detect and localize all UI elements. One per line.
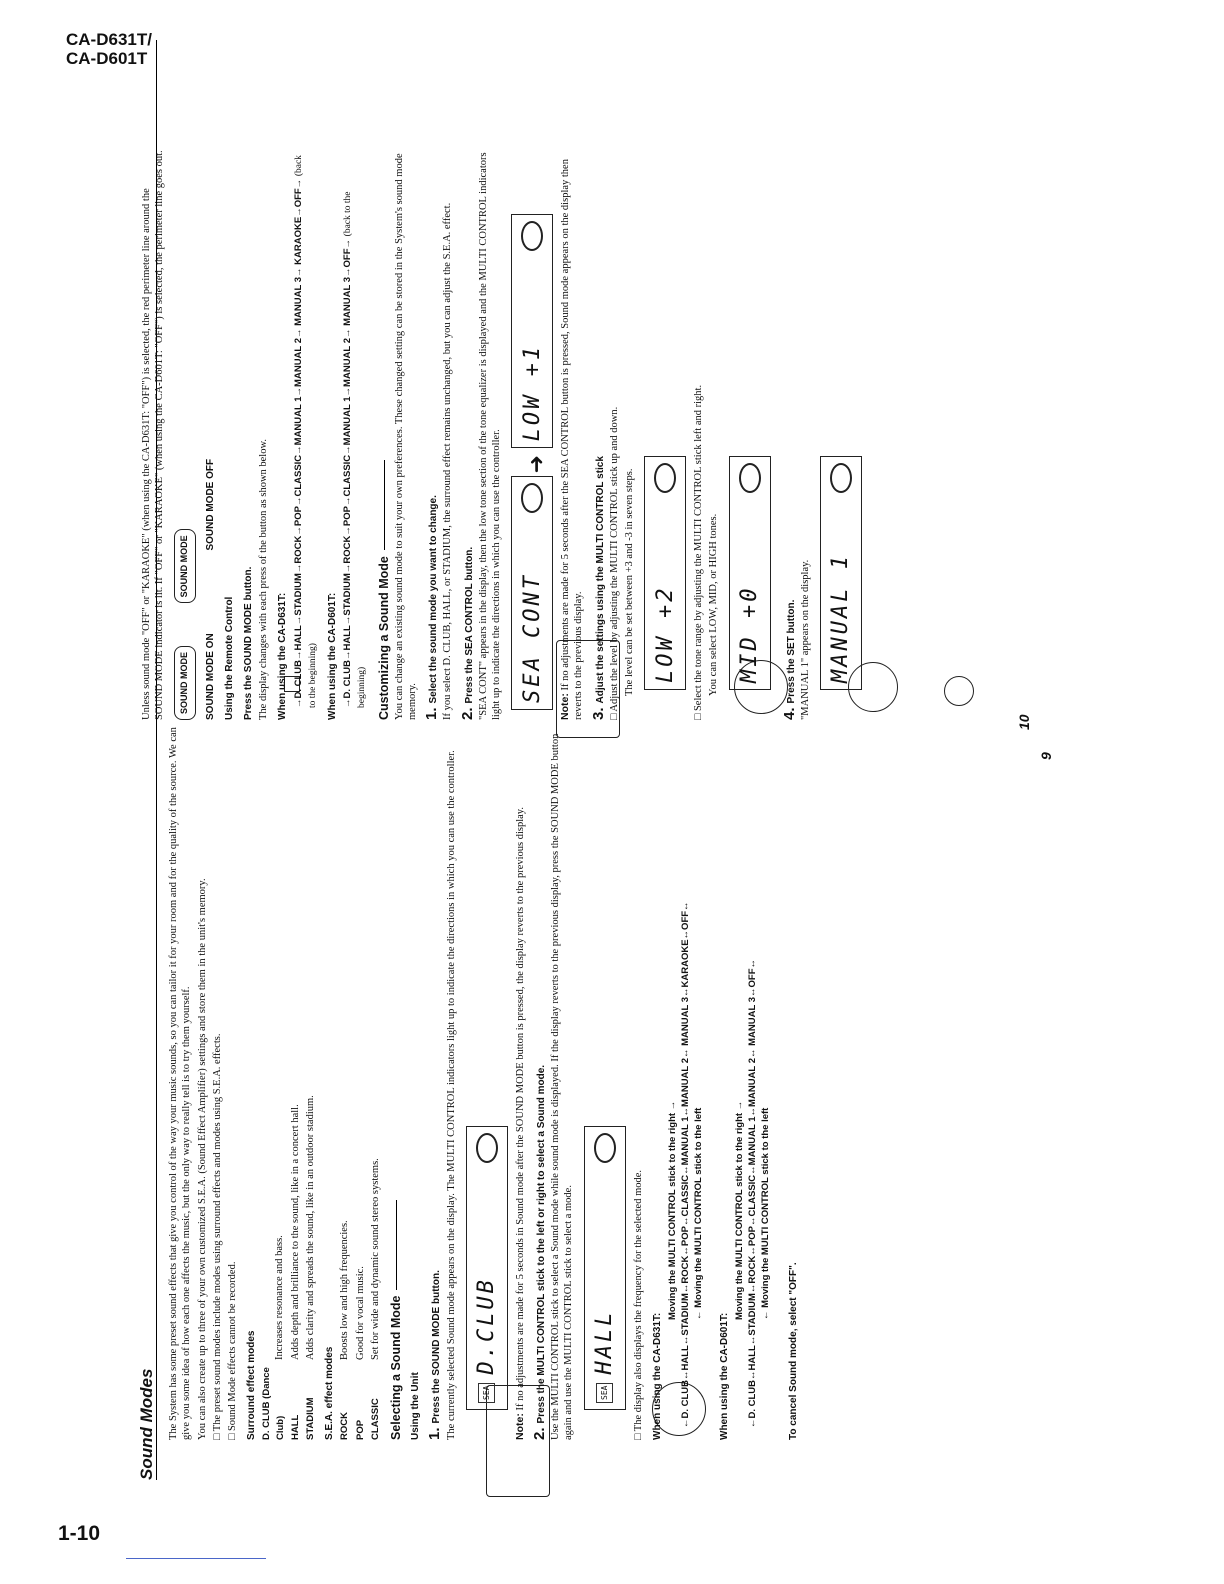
bullet-no-record: □ Sound Mode effects cannot be recorded. — [226, 720, 239, 1440]
using-unit-heading: Using the Unit — [410, 1372, 422, 1440]
custom-step-4-text: "MANUAL 1" appears on the display. — [799, 559, 811, 720]
surround-row: STADIUMAdds clarity and spreads the sound, like in an outdoor stadium. — [305, 1095, 317, 1440]
custom-step-3-bullet-1b: The level can be set between +3 and -3 in seven steps. — [624, 468, 636, 696]
r631-sequence: →D. CLUB→HALL→STADIUM→ROCK→POP→CLASSIC→MANUAL 1→MANUAL 2→ MANUAL 3→ KARAOKE→OFF→ (back to the beginning) — [292, 155, 318, 708]
lcd-text: LOW +1 — [519, 343, 545, 442]
d631-label: When using the CA-D631T: — [651, 1312, 663, 1440]
surround-row: D. CLUB (Dance Club)Increases resonance and bass. — [261, 1235, 286, 1440]
bullet-frequency: □ The display also displays the frequency for the selected mode. — [632, 720, 645, 1440]
custom-step-4: 4.Press the SET button. — [780, 599, 798, 720]
custom-step-2: 2.Press the SEA CONTROL button. — [458, 546, 476, 720]
multi-control-indicator-icon — [476, 1133, 498, 1163]
d601-sequence: ←D. CLUB↔HALL↔STADIUM↔ROCK↔POP↔CLASSIC↔MANUAL 1↔MANUAL 2↔ MANUAL 3↔OFF↔ — [747, 958, 759, 1428]
note-2: Note: If no adjustments are made for 5 seconds after the SEA CONTROL button is pressed, Sound mode appears on the display then reverts to the previous display. — [559, 159, 585, 720]
d601-left: ← Moving the MULTI CONTROL stick to the left — [760, 1107, 772, 1320]
sound-mode-on-button: SOUND MODE — [174, 646, 195, 720]
note-1: Note: If no adjustments are made for 5 seconds in Sound mode after the SOUND MODE button is pressed, the display reverts to the previous display. — [513, 806, 526, 1440]
d631-left: ← Moving the MULTI CONTROL stick to the left — [693, 1107, 705, 1320]
lcd-display-hall — [584, 1126, 626, 1410]
multi-control-indicator-icon — [739, 463, 761, 493]
custom-step-3-bullet-1: □ Adjust the level by adjusting the MULTI CONTROL stick up and down. — [608, 150, 621, 720]
d601-right: Moving the MULTI CONTROL stick to the right → — [733, 1100, 745, 1320]
d631-right: Moving the MULTI CONTROL stick to the right → — [667, 1100, 679, 1320]
sea-heading: S.E.A. effect modes — [324, 1346, 336, 1440]
sea-row: POPGood for vocal music. — [354, 1266, 366, 1440]
custom-step-3: 3.Adjust the settings using the MULTI CONTROL stick — [589, 456, 607, 720]
d631-sequence: ←D. CLUB↔HALL↔STADIUM↔ROCK↔POP↔CLASSIC↔MANUAL 1↔MANUAL 2↔ MANUAL 3↔KARAOKE↔OFF↔ — [680, 901, 692, 1428]
r601-sequence: →D. CLUB→HALL→STADIUM→ROCK→POP→CLASSIC→MANUAL 1→MANUAL 2→ MANUAL 3→OFF→ (back to the beginning) — [342, 191, 368, 708]
lcd-display-dclub — [466, 1126, 508, 1410]
mode-on-off-labels: SOUND MODE ON SOUND MODE OFF — [204, 458, 216, 720]
r601-label: When using the CA-D601T: — [327, 592, 339, 720]
lcd-text: SEA CONT — [519, 573, 545, 703]
sea-row: CLASSICSet for wide and dynamic sound stereo systems. — [369, 1158, 381, 1440]
lcd-text: LOW +2 — [652, 585, 678, 683]
right-page-sound-modes — [140, 140, 1140, 730]
lcd-display-mid — [729, 456, 771, 690]
multi-control-indicator-icon — [654, 463, 676, 493]
surround-row: HALLAdds depth and brilliance to the sound, like in a concert hall. — [289, 1104, 301, 1440]
left-page-number: 9 — [1038, 752, 1054, 760]
custom-step-3-bullet-2: □ Select the tone range by adjusting the MULTI CONTROL stick left and right. — [692, 150, 705, 720]
right-intro: Unless sound mode "OFF" or "KARAOKE" (when using the CA-D631T: "OFF") is selected, the red perimeter line around the SOUND MODE indicator is lit. If "OFF" or "KARAOKE" (when using the CA-D601T: "OFF") is selected, the perimeter line goes out. — [141, 150, 166, 720]
page-number: 1-10 — [58, 1522, 101, 1545]
section-title: Sound Modes — [140, 40, 157, 1480]
model-line-1: CA-D631T/ — [66, 30, 152, 49]
sea-indicator-icon: SEA — [478, 1383, 495, 1403]
step-1: 1.Press the SOUND MODE button. — [426, 1270, 444, 1440]
custom-text: You can change an existing sound mode to suit your own preferences. These changed setting can be stored in the System's sound mode memory. — [393, 153, 419, 720]
step-2-text: Use the MULTI CONTROL stick to select a Sound mode while sound mode is displayed. If the display reverts to the previous display, press the SOUND MODE button again and use the MULTI CONTROL stick to select a mode. — [550, 733, 575, 1440]
lcd-display-low-2 — [644, 456, 686, 690]
lcd-text: MANUAL 1 — [828, 553, 854, 683]
lcd-text: HALL — [592, 1309, 618, 1375]
multi-control-indicator-icon — [594, 1133, 616, 1163]
lcd-text: MID +0 — [737, 585, 763, 683]
remote-heading: Using the Remote Control — [223, 596, 235, 720]
bullet-preset-modes: □ The preset sound modes include modes using surround effects and modes using S.E.A. effects. — [211, 720, 224, 1440]
model-line-2: CA-D601T — [66, 49, 148, 68]
sea-row: ROCKBoosts low and high frequencies. — [339, 1220, 351, 1440]
sea-indicator-icon: SEA — [596, 1383, 613, 1403]
lcd-display-manual — [820, 456, 862, 690]
remote-text: The display changes with each press of the button as shown below. — [258, 438, 270, 720]
custom-step-1: 1.Select the sound mode you want to change. — [423, 495, 441, 720]
intro-paragraph-1: The System has some preset sound effects that give you control of the way your music sounds, so you can tailor it for your room and for the quality of the source. We can give you some idea of how each one affects the music, but the only way to really tell is to try them yourself. — [168, 727, 193, 1440]
surround-heading: Surround effect modes — [246, 1330, 258, 1440]
intro-paragraph-2: You can also create up to three of your own customized S.E.A. (Sound Effect Amplifier) settings and store them in the unit's memory. — [196, 878, 208, 1440]
multi-control-indicator-icon — [830, 463, 852, 493]
step-1-text: The currently selected Sound mode appears on the display. The MULTI CONTROL indicators light up to indicate the directions in which you can use the controller. — [445, 750, 457, 1440]
custom-step-1-text: If you select D. CLUB, HALL, or STADIUM, the surround effect remains unchanged, but you can adjust the S.E.A. effect. — [442, 202, 454, 720]
multi-control-indicator-icon — [521, 221, 543, 251]
custom-heading: Customizing a Sound Mode — [378, 150, 391, 720]
sound-mode-off-button: SOUND MODE — [174, 529, 195, 603]
multi-control-indicator-icon — [521, 483, 543, 513]
step-2: 2.Press the MULTI CONTROL stick to the left or right to select a Sound mode. — [531, 1064, 549, 1440]
d601-label: When using the CA-D601T: — [718, 1312, 730, 1440]
r631-label: When using the CA-D631T: — [277, 592, 289, 720]
lcd-display-sea-cont — [511, 476, 553, 710]
custom-step-3-bullet-2b: You can select LOW, MID, or HIGH tones. — [708, 513, 720, 696]
remote-step: Press the SOUND MODE button. — [243, 566, 255, 720]
cancel-note: To cancel Sound mode, select "OFF". — [787, 1262, 799, 1440]
lcd-display-low-1 — [511, 214, 553, 448]
select-heading: Selecting a Sound Mode — [390, 720, 403, 1440]
arrow-right-icon: ➜ — [523, 454, 549, 474]
lcd-text: D.CLUB — [474, 1277, 500, 1375]
footer-rule — [126, 1558, 266, 1559]
right-page-number: 10 — [1016, 714, 1032, 730]
custom-step-2-text: "SEA CONT" appears in the display, then the low tone section of the tone equalizer is displayed and the MULTI CONTROL indicators light up to indicate the directions in which you can use the controller. — [477, 152, 503, 720]
